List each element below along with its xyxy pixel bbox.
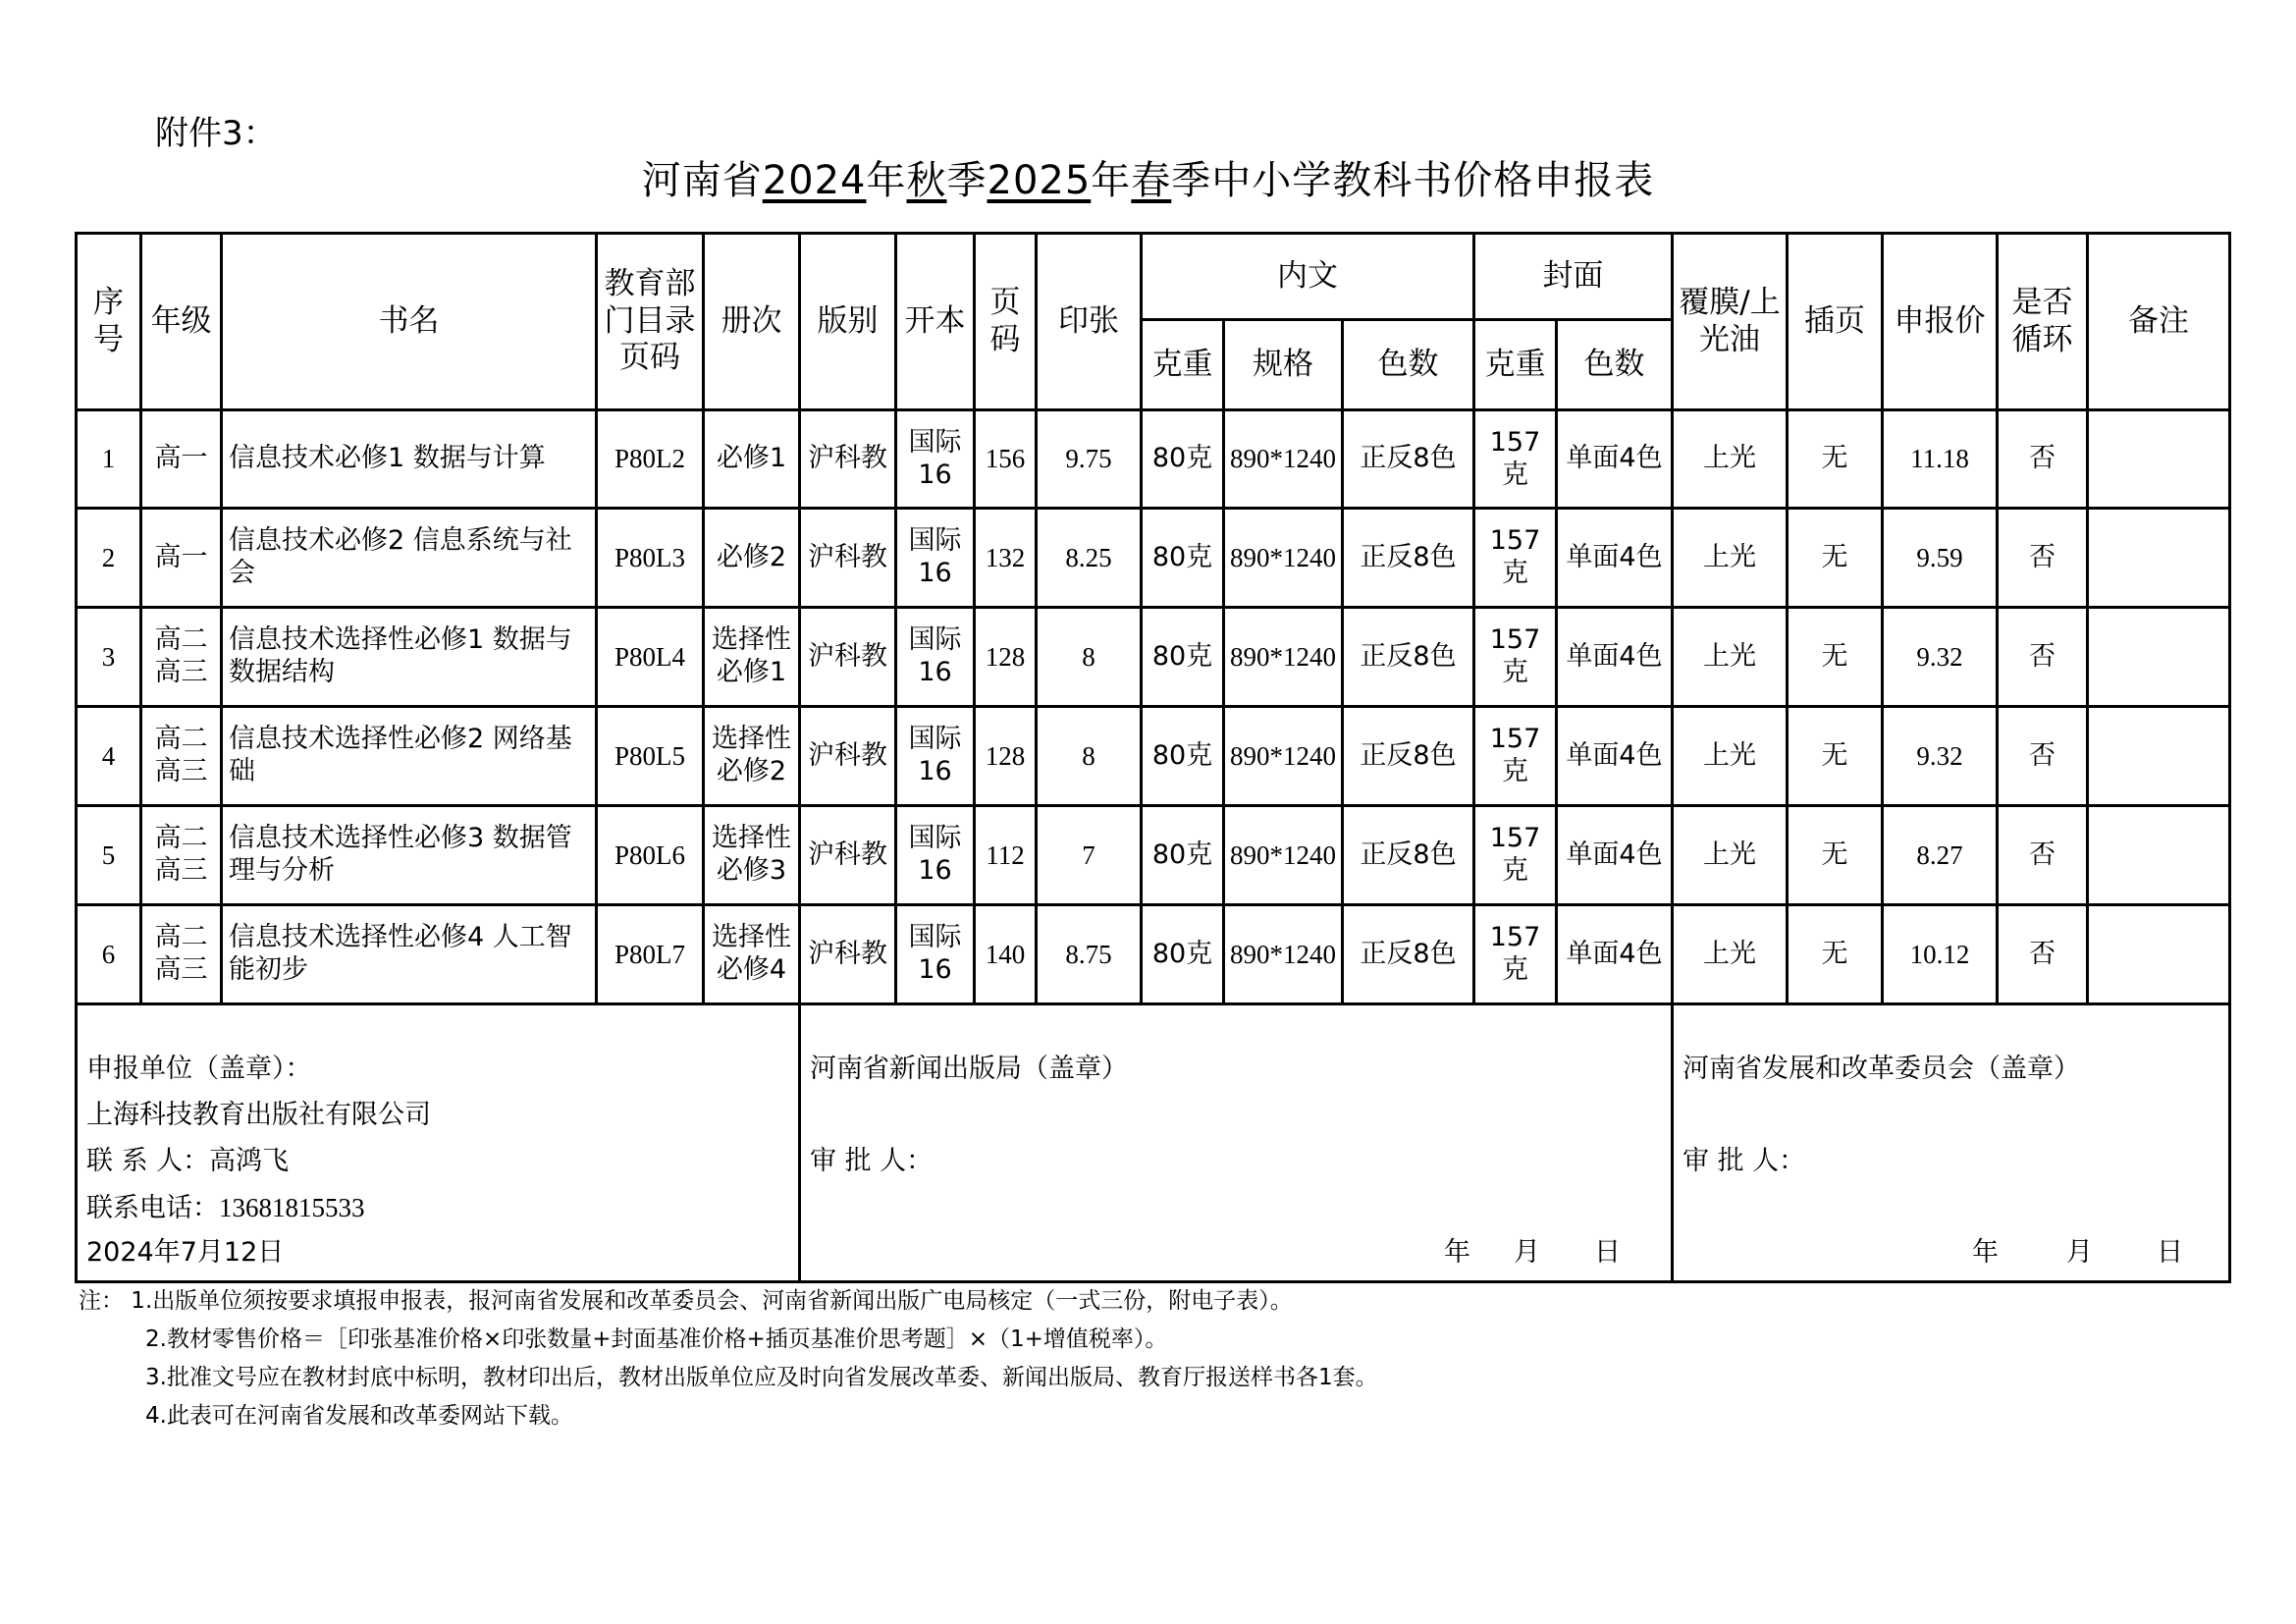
cell-lamination: 上光	[1673, 410, 1788, 509]
col-inner-weight: 克重	[1142, 320, 1224, 410]
cell-catalog: P80L5	[597, 707, 704, 806]
cell-book-name: 信息技术选择性必修3 数据管理与分析	[222, 806, 597, 905]
cell-cover-weight: 157克	[1474, 509, 1557, 608]
cell-inner-colors: 正反8色	[1343, 410, 1474, 509]
col-price: 申报价	[1883, 234, 1998, 410]
cell-catalog: P80L2	[597, 410, 704, 509]
cell-format: 国际16	[896, 707, 975, 806]
col-cover-weight: 克重	[1474, 320, 1557, 410]
cell-pages: 112	[975, 806, 1037, 905]
cell-inner-colors: 正反8色	[1343, 707, 1474, 806]
cell-seq: 3	[77, 608, 141, 707]
cell-edition: 沪科教	[800, 509, 896, 608]
price-table	[75, 232, 2231, 1283]
cell-cover-weight: 157克	[1474, 608, 1557, 707]
cell-cover-colors: 单面4色	[1557, 905, 1673, 1004]
col-remarks: 备注	[2088, 234, 2230, 410]
cell-edition: 沪科教	[800, 410, 896, 509]
header-row-1	[77, 234, 2230, 320]
title-mid1: 年	[866, 158, 907, 203]
col-lamination: 覆膜/上光油	[1673, 234, 1788, 410]
cell-grade: 高一	[141, 410, 222, 509]
phone-number: 13681815533	[219, 1193, 365, 1222]
cell-edition: 沪科教	[800, 806, 896, 905]
col-recycle: 是否循环	[1998, 234, 2088, 410]
applicant-label: 申报单位（盖章）：	[86, 1054, 312, 1084]
col-insert: 插页	[1788, 234, 1883, 410]
cell-cover-weight: 157克	[1474, 905, 1557, 1004]
cell-recycle: 否	[1998, 410, 2088, 509]
cell-cover-weight: 157克	[1474, 707, 1557, 806]
press-bureau-block	[800, 1004, 1673, 1282]
cell-cover-colors: 单面4色	[1557, 608, 1673, 707]
cell-cover-weight: 157克	[1474, 806, 1557, 905]
table-row	[77, 707, 2230, 806]
cell-format: 国际16	[896, 608, 975, 707]
cell-cover-weight: 157克	[1474, 410, 1557, 509]
cell-volume: 必修1	[704, 410, 800, 509]
ndrc-block	[1673, 1004, 2230, 1282]
cell-inner-weight: 80克	[1142, 410, 1224, 509]
cell-insert: 无	[1788, 905, 1883, 1004]
notes	[79, 1282, 1378, 1435]
cell-volume: 选择性必修2	[704, 707, 800, 806]
cell-insert: 无	[1788, 806, 1883, 905]
contact-phone	[86, 1192, 365, 1225]
col-pages: 页码	[975, 234, 1037, 410]
cell-spec: 890*1240	[1224, 806, 1343, 905]
table-row	[77, 410, 2230, 509]
cell-inner-colors: 正反8色	[1343, 509, 1474, 608]
table-row	[77, 806, 2230, 905]
cell-remarks	[2088, 905, 2230, 1004]
cell-inner-weight: 80克	[1142, 806, 1224, 905]
cell-sheets: 8	[1037, 707, 1142, 806]
cell-remarks	[2088, 410, 2230, 509]
cell-seq: 1	[77, 410, 141, 509]
cell-cover-colors: 单面4色	[1557, 509, 1673, 608]
cell-remarks	[2088, 707, 2230, 806]
cell-remarks	[2088, 509, 2230, 608]
cell-sheets: 8.75	[1037, 905, 1142, 1004]
cell-pages: 156	[975, 410, 1037, 509]
cell-edition: 沪科教	[800, 905, 896, 1004]
cell-price: 10.12	[1883, 905, 1998, 1004]
cell-spec: 890*1240	[1224, 509, 1343, 608]
cell-edition: 沪科教	[800, 608, 896, 707]
cell-price: 8.27	[1883, 806, 1998, 905]
cell-format: 国际16	[896, 410, 975, 509]
table-row	[77, 905, 2230, 1004]
applicant-name: 上海科技教育出版社有限公司	[86, 1100, 431, 1130]
cell-pages: 132	[975, 509, 1037, 608]
cell-grade: 高二高三	[141, 608, 222, 707]
note-1: 注： 1.出版单位须按要求填报申报表，报河南省发展和改革委员会、河南省新闻出版广电局核定（一式三份，附电子表）。	[79, 1288, 1293, 1314]
cell-format: 国际16	[896, 905, 975, 1004]
cell-sheets: 9.75	[1037, 410, 1142, 509]
cell-cover-colors: 单面4色	[1557, 707, 1673, 806]
ndrc-date-day: 日	[2157, 1237, 2183, 1268]
page-title	[0, 149, 2296, 205]
cell-spec: 890*1240	[1224, 905, 1343, 1004]
press-date-year: 年	[1444, 1237, 1470, 1268]
table-row	[77, 608, 2230, 707]
cell-edition: 沪科教	[800, 707, 896, 806]
cell-lamination: 上光	[1673, 806, 1788, 905]
cell-catalog: P80L7	[597, 905, 704, 1004]
cell-format: 国际16	[896, 509, 975, 608]
cell-price: 9.32	[1883, 608, 1998, 707]
table-row	[77, 509, 2230, 608]
col-inner-spec: 规格	[1224, 320, 1343, 410]
cell-volume: 选择性必修3	[704, 806, 800, 905]
title-season2: 春	[1131, 158, 1172, 203]
col-inner-colors: 色数	[1343, 320, 1474, 410]
press-bureau-approver: 审 批 人：	[810, 1146, 934, 1176]
cell-recycle: 否	[1998, 608, 2088, 707]
ndrc-approver: 审 批 人：	[1682, 1146, 1806, 1176]
cell-insert: 无	[1788, 509, 1883, 608]
cell-book-name: 信息技术选择性必修1 数据与数据结构	[222, 608, 597, 707]
cell-seq: 6	[77, 905, 141, 1004]
col-cover: 封面	[1474, 234, 1673, 320]
col-book-name: 书名	[222, 234, 597, 410]
cell-sheets: 8.25	[1037, 509, 1142, 608]
cell-seq: 5	[77, 806, 141, 905]
cell-recycle: 否	[1998, 905, 2088, 1004]
cell-grade: 高一	[141, 509, 222, 608]
cell-book-name: 信息技术选择性必修2 网络基础	[222, 707, 597, 806]
contact-person: 联 系 人：高鸿飞	[86, 1146, 290, 1176]
press-date-day: 日	[1594, 1237, 1621, 1268]
cell-inner-colors: 正反8色	[1343, 608, 1474, 707]
col-catalog-page: 教育部门目录页码	[597, 234, 704, 410]
cell-sheets: 7	[1037, 806, 1142, 905]
cell-catalog: P80L4	[597, 608, 704, 707]
title-mid2: 季	[946, 158, 988, 203]
cell-volume: 选择性必修4	[704, 905, 800, 1004]
cell-grade: 高二高三	[141, 707, 222, 806]
cell-cover-colors: 单面4色	[1557, 806, 1673, 905]
cell-pages: 128	[975, 707, 1037, 806]
title-year2: 2025	[987, 158, 1092, 203]
cell-format: 国际16	[896, 806, 975, 905]
cell-price: 9.32	[1883, 707, 1998, 806]
cell-sheets: 8	[1037, 608, 1142, 707]
col-format: 开本	[896, 234, 975, 410]
title-suffix: 季中小学教科书价格申报表	[1171, 158, 1655, 203]
ndrc-seal: 河南省发展和改革委员会（盖章）	[1682, 1054, 2080, 1084]
cell-lamination: 上光	[1673, 905, 1788, 1004]
cell-grade: 高二高三	[141, 905, 222, 1004]
application-date: 2024年7月12日	[86, 1237, 285, 1268]
phone-label: 联系电话：	[86, 1193, 219, 1223]
cell-recycle: 否	[1998, 707, 2088, 806]
cell-seq: 4	[77, 707, 141, 806]
cell-lamination: 上光	[1673, 608, 1788, 707]
cell-insert: 无	[1788, 707, 1883, 806]
note-3: 3.批准文号应在教材封底中标明，教材印出后，教材出版单位应及时向省发展改革委、新闻出版局、教育厅报送样书各1套。	[145, 1365, 1378, 1390]
cell-pages: 128	[975, 608, 1037, 707]
col-edition: 版别	[800, 234, 896, 410]
cell-insert: 无	[1788, 410, 1883, 509]
cell-inner-weight: 80克	[1142, 509, 1224, 608]
title-prefix: 河南省	[641, 158, 763, 203]
col-volume: 册次	[704, 234, 800, 410]
cell-recycle: 否	[1998, 806, 2088, 905]
cell-inner-colors: 正反8色	[1343, 806, 1474, 905]
cell-pages: 140	[975, 905, 1037, 1004]
title-season1: 秋	[906, 158, 947, 203]
cell-price: 11.18	[1883, 410, 1998, 509]
title-year1: 2024	[762, 158, 867, 203]
cell-grade: 高二高三	[141, 806, 222, 905]
col-sheets: 印张	[1037, 234, 1142, 410]
cell-inner-weight: 80克	[1142, 707, 1224, 806]
signature-row	[77, 1004, 2230, 1282]
press-date-month: 月	[1514, 1237, 1540, 1268]
cell-price: 9.59	[1883, 509, 1998, 608]
cell-seq: 2	[77, 509, 141, 608]
note-4: 4.此表可在河南省发展和改革委网站下载。	[145, 1403, 573, 1429]
cell-lamination: 上光	[1673, 707, 1788, 806]
cell-volume: 必修2	[704, 509, 800, 608]
cell-spec: 890*1240	[1224, 608, 1343, 707]
col-cover-colors: 色数	[1557, 320, 1673, 410]
title-mid3: 年	[1091, 158, 1132, 203]
cell-remarks	[2088, 608, 2230, 707]
cell-volume: 选择性必修1	[704, 608, 800, 707]
cell-lamination: 上光	[1673, 509, 1788, 608]
cell-recycle: 否	[1998, 509, 2088, 608]
cell-catalog: P80L6	[597, 806, 704, 905]
cell-inner-weight: 80克	[1142, 608, 1224, 707]
note-2: 2.教材零售价格＝［印张基准价格×印张数量+封面基准价格+插页基准价思考题］×（1+增值税率）。	[145, 1326, 1168, 1352]
attachment-label: 附件3：	[155, 114, 277, 153]
cell-insert: 无	[1788, 608, 1883, 707]
cell-spec: 890*1240	[1224, 410, 1343, 509]
ndrc-date-month: 月	[2066, 1237, 2093, 1268]
cell-spec: 890*1240	[1224, 707, 1343, 806]
press-bureau-seal: 河南省新闻出版局（盖章）	[810, 1054, 1128, 1084]
cell-book-name: 信息技术必修2 信息系统与社会	[222, 509, 597, 608]
col-grade: 年级	[141, 234, 222, 410]
cell-inner-colors: 正反8色	[1343, 905, 1474, 1004]
cell-book-name: 信息技术必修1 数据与计算	[222, 410, 597, 509]
cell-remarks	[2088, 806, 2230, 905]
col-seq: 序号	[77, 234, 141, 410]
cell-cover-colors: 单面4色	[1557, 410, 1673, 509]
ndrc-date-year: 年	[1972, 1237, 1999, 1268]
col-inner: 内文	[1142, 234, 1474, 320]
applicant-block	[77, 1004, 800, 1282]
cell-catalog: P80L3	[597, 509, 704, 608]
cell-inner-weight: 80克	[1142, 905, 1224, 1004]
cell-book-name: 信息技术选择性必修4 人工智能初步	[222, 905, 597, 1004]
